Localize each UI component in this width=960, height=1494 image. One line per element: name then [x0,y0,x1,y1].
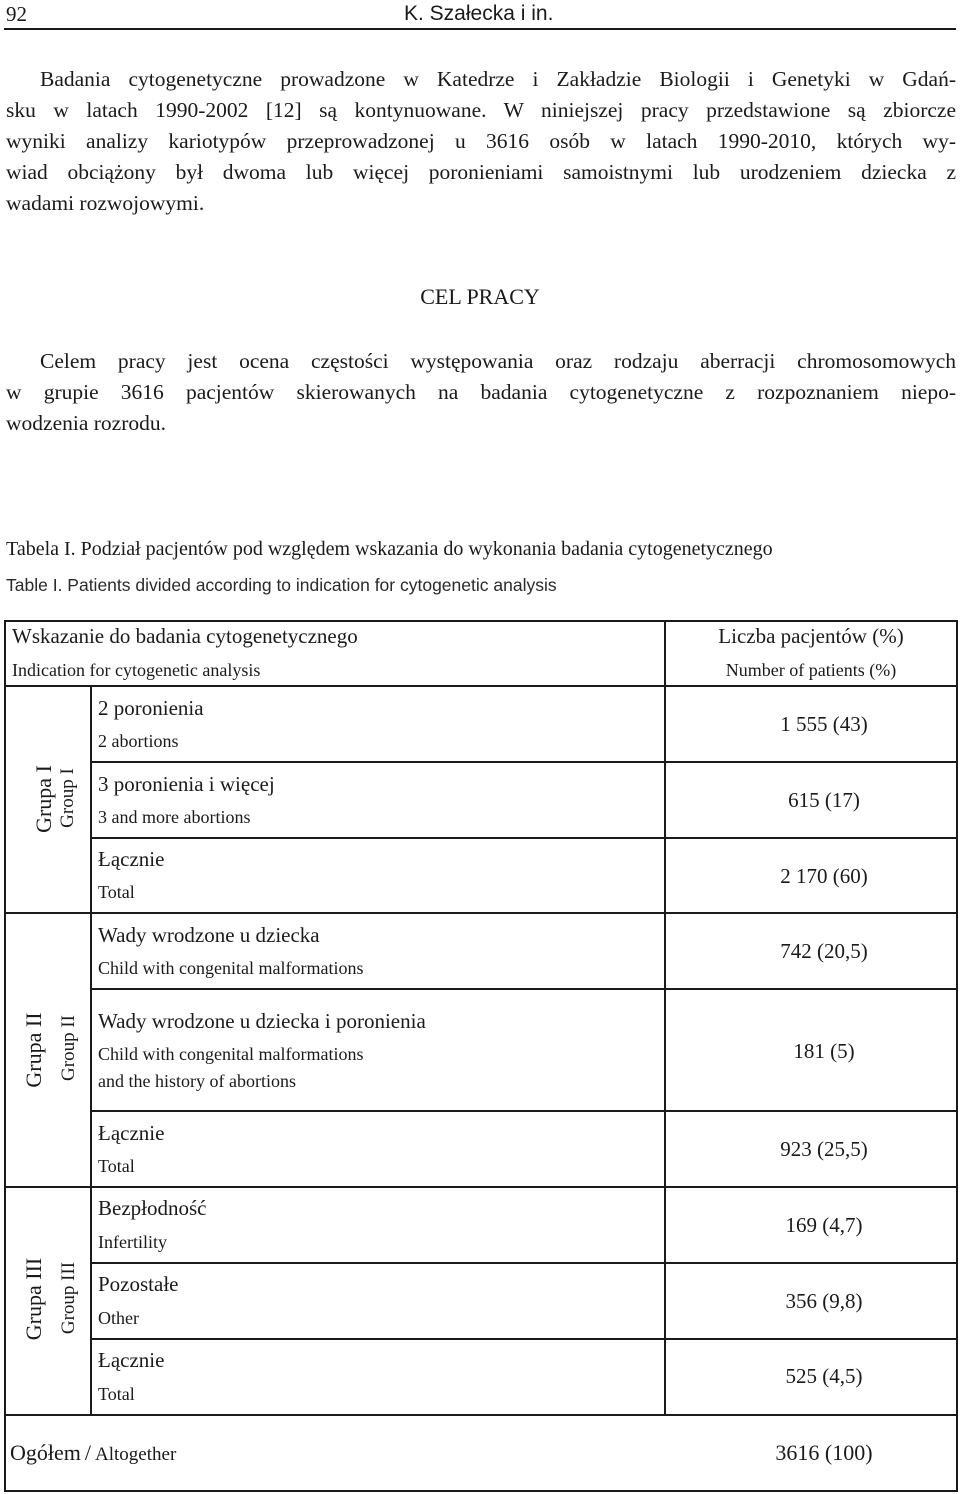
aim-paragraph [6,346,956,439]
indication-en: Infertility [98,1232,167,1252]
column-divider [664,620,666,1414]
intro-paragraph [6,64,956,219]
group-label-pl: Grupa III [21,1257,46,1341]
total-label-pl: Ogółem [10,1440,81,1465]
indication-pl: Łącznie [98,1121,165,1145]
table-caption-pl: Tabela I. Podział pacjentów pod względem wskazania do wykonania badania cytogenetycznego [6,538,773,560]
patient-count: 2 170 (60) [780,864,868,888]
header-rule [4,28,956,30]
patient-count: 923 (25,5) [780,1137,868,1161]
indication-pl: Wady wrodzone u dziecka [98,923,320,947]
total-label [10,1440,176,1466]
table-border-left [4,620,6,1492]
intro-line: wyniki analizy kariotypów przeprowadzonej u 3616 osób w latach 1990-2010, których wy- [6,129,956,153]
section-heading: CEL PRACY [420,284,540,309]
patient-count: 525 (4,5) [785,1364,863,1388]
indication-pl: 3 poronienia i więcej [98,772,275,796]
indication-pl: Łącznie [98,1348,165,1372]
indication-pl: 2 poronienia [98,696,204,720]
intro-line: wiad obciążony był dwoma lub więcej poronieniami samoistnymi lub urodzeniem dziecka z [6,160,956,184]
group-label-pl: Grupa I [31,765,56,833]
col1-header-en: Indication for cytogenetic analysis [12,660,261,680]
indication-pl: Wady wrodzone u dziecka i poronienia [98,1009,426,1033]
row-divider [90,837,958,839]
col1-header-pl: Wskazanie do badania cytogenetycznego [12,624,358,648]
group-label-en: Group III [58,1261,79,1335]
row-divider [90,1110,958,1112]
indication-en: Total [98,1384,135,1404]
group-divider [4,1186,958,1188]
group-divider [4,912,958,914]
patient-count: 1 555 (43) [780,712,868,736]
group-label-pl: Grupa II [21,1012,46,1088]
table-border-top [4,620,958,622]
patient-count: 181 (5) [793,1039,855,1063]
group-label-divider [90,685,92,1414]
row-divider [90,1262,958,1264]
aim-line: w grupie 3616 pacjentów skierowanych na badania cytogenetyczne z rozpoznaniem niepo- [6,380,956,404]
col2-header-pl: Liczba pacjentów (%) [718,624,904,648]
total-label-en: Altogether [95,1444,177,1465]
indication-pl: Bezpłodność [98,1196,207,1220]
row-divider [90,988,958,990]
aim-line: wodzenia rozrodu. [6,411,166,435]
table-border-right [956,620,958,1492]
group-label-en: Group I [57,768,78,828]
indication-en: 3 and more abortions [98,807,251,827]
indication-en: Child with congenital malformations [98,958,364,978]
indication-en: Other [98,1308,139,1328]
patient-count: 742 (20,5) [780,939,868,963]
indication-en: and the history of abortions [98,1071,296,1091]
intro-line: sku w latach 1990-2002 [12] są kontynuowane. W niniejszej pracy przedstawione są zbiorcze [6,98,956,122]
col2-header-en: Number of patients (%) [725,660,897,680]
table-border-bottom [4,1490,958,1492]
group-label-en: Group II [58,1015,79,1081]
indication-pl: Pozostałe [98,1272,179,1296]
intro-line: Badania cytogenetyczne prowadzone w Katedrze i Zakładzie Biologii i Genetyki w Gdań- [40,67,956,91]
intro-line: wadami rozwojowymi. [6,191,205,215]
page-number: 92 [6,2,27,26]
patient-count: 356 (9,8) [785,1289,863,1313]
indication-pl: Łącznie [98,847,165,871]
indication-en: Total [98,882,135,902]
total-count: 3616 (100) [775,1440,873,1465]
indication-en: Child with congenital malformations [98,1044,364,1064]
total-separator: / [84,1440,92,1465]
aim-line: Celem pracy jest ocena częstości występowania oraz rodzaju aberracji chromosomowych [40,349,956,373]
patient-count: 615 (17) [788,788,860,812]
total-divider [4,1414,958,1416]
patient-count: 169 (4,7) [785,1213,863,1237]
row-divider [90,761,958,763]
indication-en: 2 abortions [98,731,179,751]
indication-en: Total [98,1156,135,1176]
header-divider [4,685,958,687]
row-divider [90,1338,958,1340]
table-caption-en: Table I. Patients divided according to indication for cytogenetic analysis [6,575,557,595]
running-title: K. Szałecka i in. [404,2,554,25]
